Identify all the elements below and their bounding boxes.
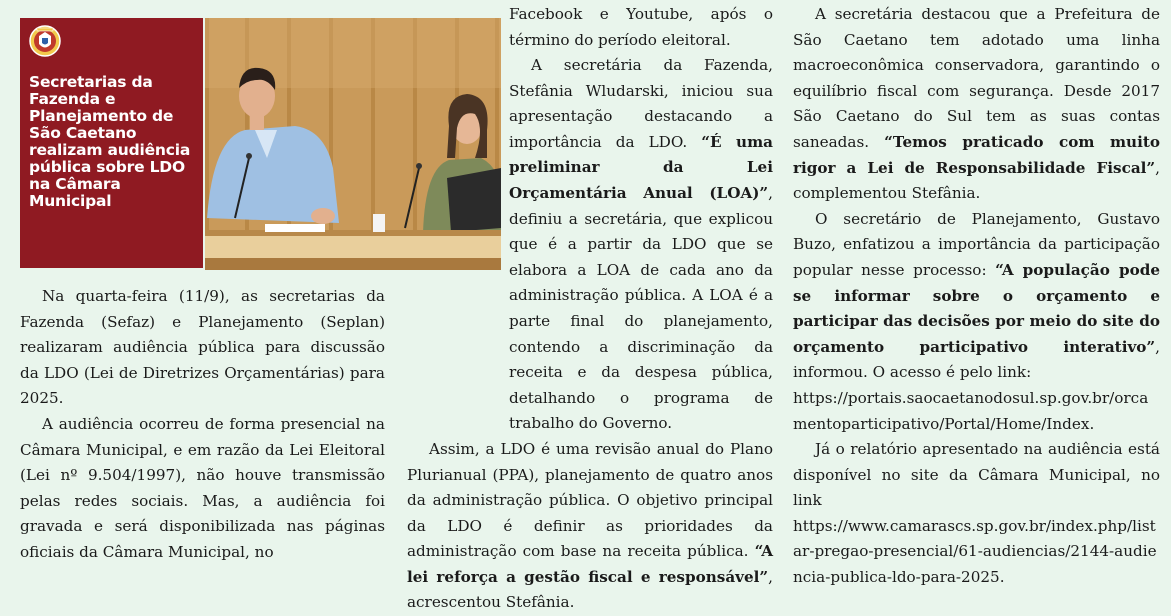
quote: “É uma preliminar da Lei Orçamentária Anual (LOA)” bbox=[509, 132, 773, 202]
paragraph: Assim, a LDO é uma revisão anual do Plano Plurianual (PPA), planejamento de quatro anos da administração pública. O objetivo principal da LDO é definir as prioridades da administração com base na receita pública. “A lei reforça a gestão fiscal e responsável”, acrescentou Stefânia. bbox=[407, 439, 773, 612]
article-column-3 bbox=[793, 2, 1160, 591]
quote: “A população pode se informar sobre o orçamento e participar das decisões por meio do site do orçamento participativo interativo” bbox=[793, 260, 1160, 356]
headline: Secretarias da Fazenda e Planejamento de São Caetano realizam audiência pública sobre LDO na Câmara Municipal bbox=[29, 73, 191, 210]
paragraph: Na quarta-feira (11/9), as secretarias da Fazenda (Sefaz) e Planejamento (Seplan) realizaram audiência pública para discussão da LDO (Lei de Diretrizes Orçamentárias) para 2025. bbox=[20, 287, 385, 408]
paragraph: O secretário de Planejamento, Gustavo Buzo, enfatizou a importância da participação popular nesse processo: “A população pode se informar sobre o orçamento e participar das decisões por meio do site do orçamento participativo interativo”, informou. O acesso é pelo link: bbox=[793, 209, 1160, 382]
headline-banner bbox=[20, 18, 203, 268]
paragraph: A secretária da Fazenda, Stefânia Wludarski, iniciou sua apresentação destacando a importância da LDO. “É uma preliminar da Lei Orçamentária Anual (LOA)”, definiu a secretária, que explicou que é a partir da LDO que se elabora a LOA de cada ano da administração pública. A LOA é a parte final do planejamento, contendo a discriminação da receita e da despesa pública, detalhando o programa de trabalho do Governo. bbox=[509, 56, 773, 433]
quote: “Temos praticado com muito rigor a Lei de Responsabilidade Fiscal” bbox=[793, 132, 1160, 177]
sao-caetano-crest-icon bbox=[28, 24, 62, 58]
link-camara-relatorio[interactable]: https://www.camarascs.sp.gov.br/index.php/listar-pregao-presencial/61-audiencias/2144-audiencia-publica-ldo-para-2025. bbox=[793, 516, 1157, 587]
link-orcamento-participativo[interactable]: https://portais.saocaetanodosul.sp.gov.br/orcamentoparticipativo/Portal/Home/Index. bbox=[793, 388, 1149, 433]
article-column-2 bbox=[407, 53, 773, 616]
paragraph: A secretária destacou que a Prefeitura de São Caetano tem adotado uma linha macroeconômica conservadora, garantindo o equilíbrio fiscal com segurança. Desde 2017 São Caetano do Sul tem as suas contas saneadas. “Temos praticado com muito rigor a Lei de Responsabilidade Fiscal”, complementou Stefânia. bbox=[793, 5, 1160, 203]
paragraph: A audiência ocorreu de forma presencial na Câmara Municipal, e em razão da Lei Eleitoral (Lei nº 9.504/1997), não houve transmissão pelas redes sociais. Mas, a audiência foi gravada e será disponibilizada nas páginas oficiais da Câmara Municipal, no bbox=[20, 414, 385, 561]
quote: “A lei reforça a gestão fiscal e responsável” bbox=[407, 542, 773, 586]
paragraph: Já o relatório apresentado na audiência está disponível no site da Câmara Municipal, no link bbox=[793, 440, 1160, 510]
article-column-1 bbox=[20, 284, 385, 566]
paragraph: Facebook e Youtube, após o término do período eleitoral. bbox=[509, 5, 773, 49]
article-column-2-top bbox=[509, 2, 773, 53]
